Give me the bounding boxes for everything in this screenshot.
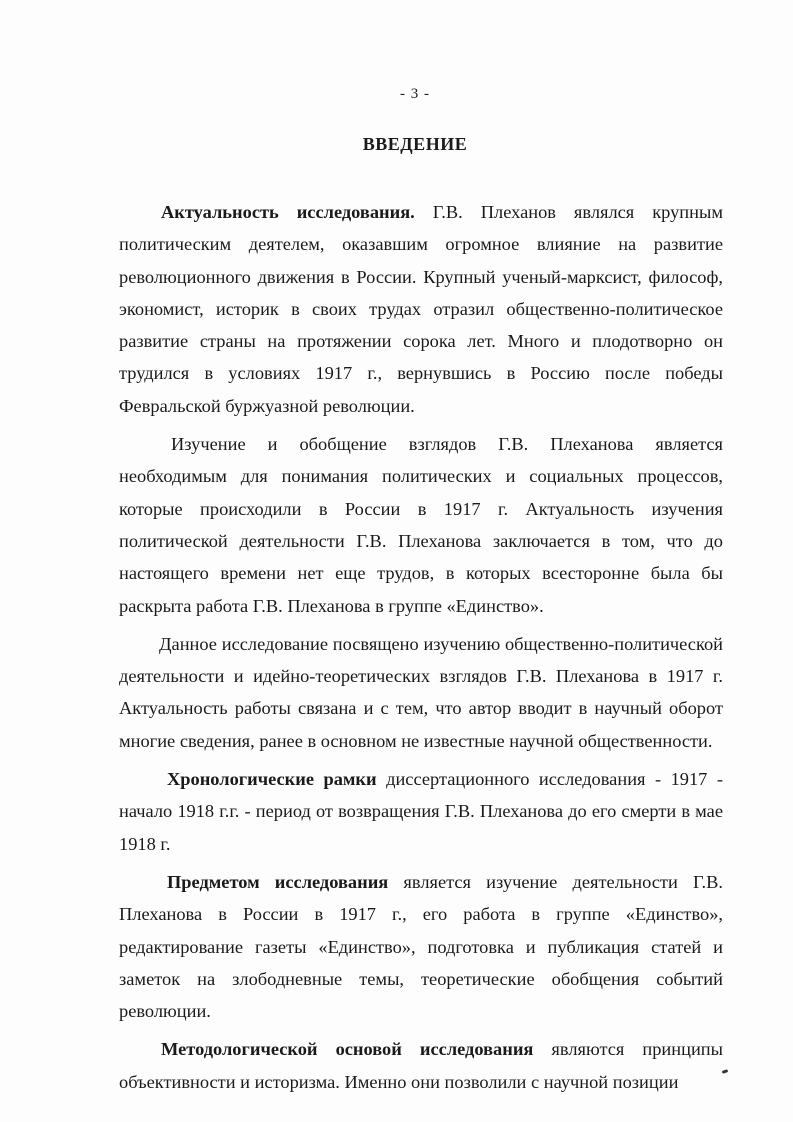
- scan-mark: [722, 1069, 729, 1074]
- paragraph-text: являются принципы объективности и историзма. Именно они позволили с научной позиции: [119, 1039, 723, 1092]
- paragraph-lead: Методологической основой исследования: [161, 1039, 534, 1060]
- paragraph-chronology: [119, 763, 723, 860]
- paragraph-methodology: [119, 1033, 723, 1098]
- section-title: ВВЕДЕНИЕ: [362, 134, 468, 154]
- paragraph-research: [119, 628, 723, 757]
- paragraph-text: является изучение деятельности Г.В. Плеханова в России в 1917 г., его работа в группе «Единство», редактирование газеты «Единство», подготовка и публикация статей и заметок на злободневные темы, теоретические обобщения событий революции.: [119, 871, 723, 1022]
- paragraph-lead: Хронологические рамки: [167, 769, 377, 790]
- paragraph-lead: Актуальность исследования.: [161, 202, 415, 222]
- page-number: - 3 -: [400, 86, 430, 102]
- paragraph-subject: [119, 866, 723, 1027]
- paragraph-lead: Предметом исследования: [167, 871, 389, 892]
- paragraph-relevance: [119, 196, 723, 422]
- paragraph-text: Изучение и обобщение взглядов Г.В. Плеханова является необходимым для понимания политических и социальных процессов, которые происходили в России в 1917 г. Актуальность изучения политической деятельности Г.В. Плеханова заключается в том, что до настоящего времени нет еще трудов, в которых всесторонне была бы раскрыта работа Г.В. Плеханова в группе «Единство».: [119, 434, 723, 616]
- paragraph-text: Г.В. Плеханов являлся крупным политическим деятелем, оказавшим огромное влияние на развитие революционного движения в России. Крупный ученый-марксист, философ, экономист, историк в своих трудах отразил общественно-политическое развитие страны на протяжении сорока лет. Много и плодотворно он трудился в условиях 1917 г., вернувшись в Россию после победы Февральской буржуазной революции.: [119, 202, 723, 416]
- body-text: [119, 196, 723, 1104]
- paragraph-text: диссертационного исследования - 1917 - начало 1918 г.г. - период от возвращения Г.В. Плеханова до его смерти в мае 1918 г.: [119, 769, 723, 854]
- paragraph-study: [119, 428, 723, 622]
- paragraph-text: Данное исследование посвящено изучению общественно-политической деятельности и идейно-теоретических взглядов Г.В. Плеханова в 1917 г. Актуальность работы связана и с тем, что автор вводит в научный оборот многие сведения, ранее в основном не известные научной общественности.: [119, 633, 723, 751]
